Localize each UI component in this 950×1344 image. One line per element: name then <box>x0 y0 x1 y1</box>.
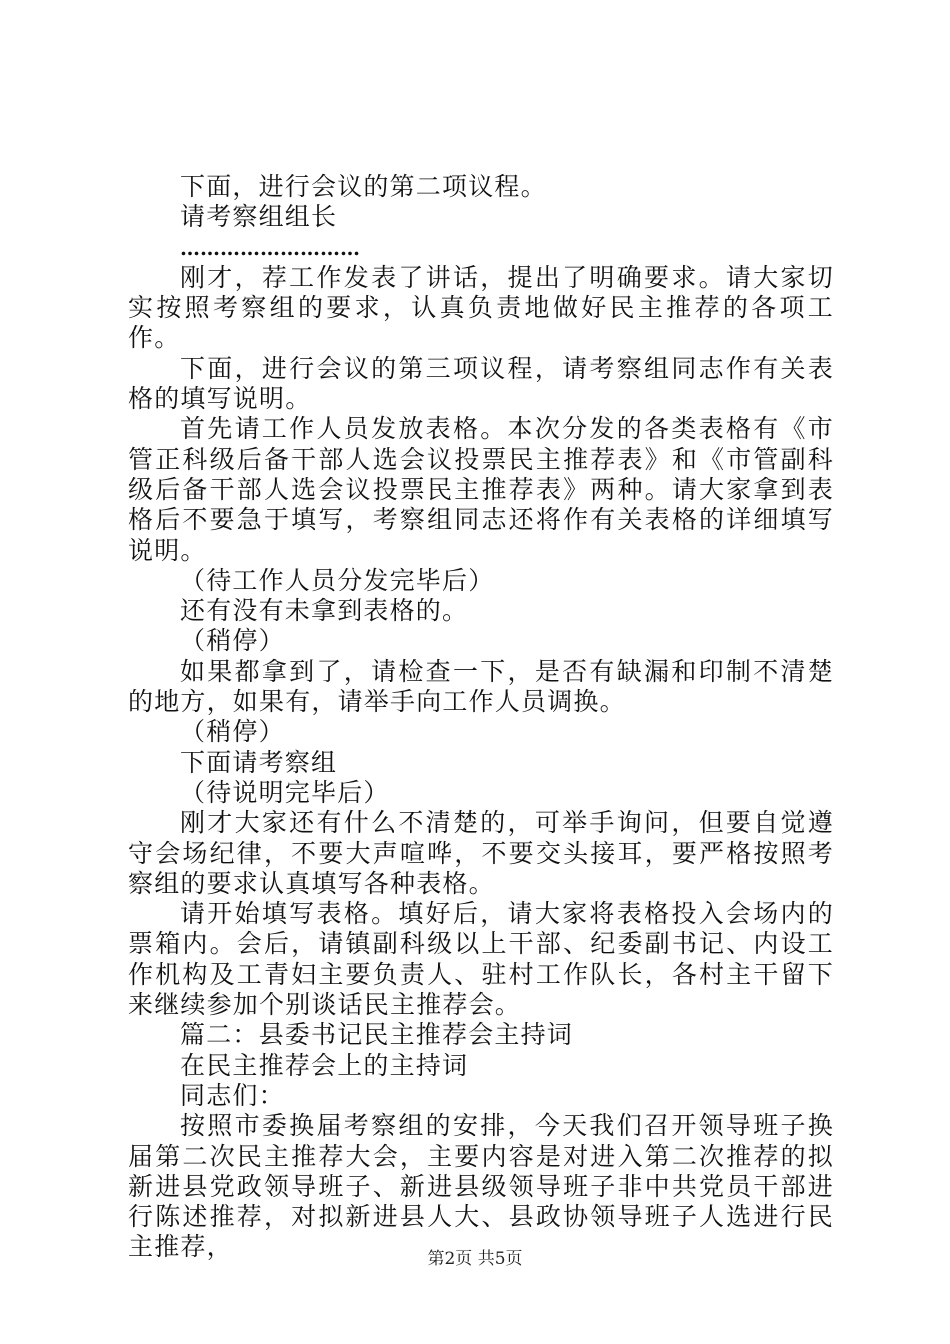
salutation: 同志们： <box>180 1080 285 1110</box>
paragraph-1: 下面，进行会议的第二项议程。 <box>180 172 547 201</box>
paragraph-19: 按照市委换届考察组的安排，今天我们召开领导班子换届第二次民主推荐大会，主要内容是对进入第二次推荐的拟新进县党政领导班子、新进县级领导班子非中共党员干部进行陈述推荐，对拟新进县人大、县政协领导班子人选进行民主推荐， <box>128 1111 834 1262</box>
paragraph-12: 下面请考察组 <box>180 747 338 777</box>
paragraph-5: 下面，进行会议的第三项议程，请考察组同志作有关表格的填写说明。 <box>128 353 834 414</box>
paragraph-17: 在民主推荐会上的主持词 <box>180 1050 469 1080</box>
paragraph-11: （稍停） <box>180 717 285 747</box>
paragraph-8: 还有没有未拿到表格的。 <box>180 596 469 626</box>
section-heading: 篇二：县委书记民主推荐会主持词 <box>180 1020 574 1050</box>
paragraph-4: 刚才，荐工作发表了讲话，提出了明确要求。请大家切实按照考察组的要求，认真负责地做好民主推荐的各项工作。 <box>128 262 834 353</box>
paragraph-7: （待工作人员分发完毕后） <box>180 565 495 595</box>
document-body <box>128 172 834 1263</box>
paragraph-14: 刚才大家还有什么不清楚的，可举手询问，但要自觉遵守会场纪律，不要大声喧哗，不要交头接耳，要严格按照考察组的要求认真填写各种表格。 <box>128 808 834 898</box>
paragraph-9: （稍停） <box>180 626 285 656</box>
ellipsis-line: ……………………… <box>180 235 360 260</box>
paragraph-6: 首先请工作人员发放表格。本次分发的各类表格有《市管正科级后备干部人选会议投票民主推荐表》和《市管副科级后备干部人选会议投票民主推荐表》两种。请大家拿到表格后不要急于填写，考察组同志还将作有关表格的详细填写说明。 <box>128 414 834 565</box>
page-footer: 第2页 共5页 <box>427 1249 523 1269</box>
paragraph-13: （待说明完毕后） <box>180 777 390 807</box>
paragraph-15: 请开始填写表格。填好后，请大家将表格投入会场内的票箱内。会后，请镇副科级以上干部、纪委副书记、内设工作机构及工青妇主要负责人、驻村工作队长，各村主干留下来继续参加个别谈话民主推荐会。 <box>128 899 834 1020</box>
paragraph-10: 如果都拿到了，请检查一下，是否有缺漏和印制不清楚的地方，如果有，请举手向工作人员调换。 <box>128 656 834 717</box>
paragraph-2: 请考察组组长 <box>180 202 338 232</box>
